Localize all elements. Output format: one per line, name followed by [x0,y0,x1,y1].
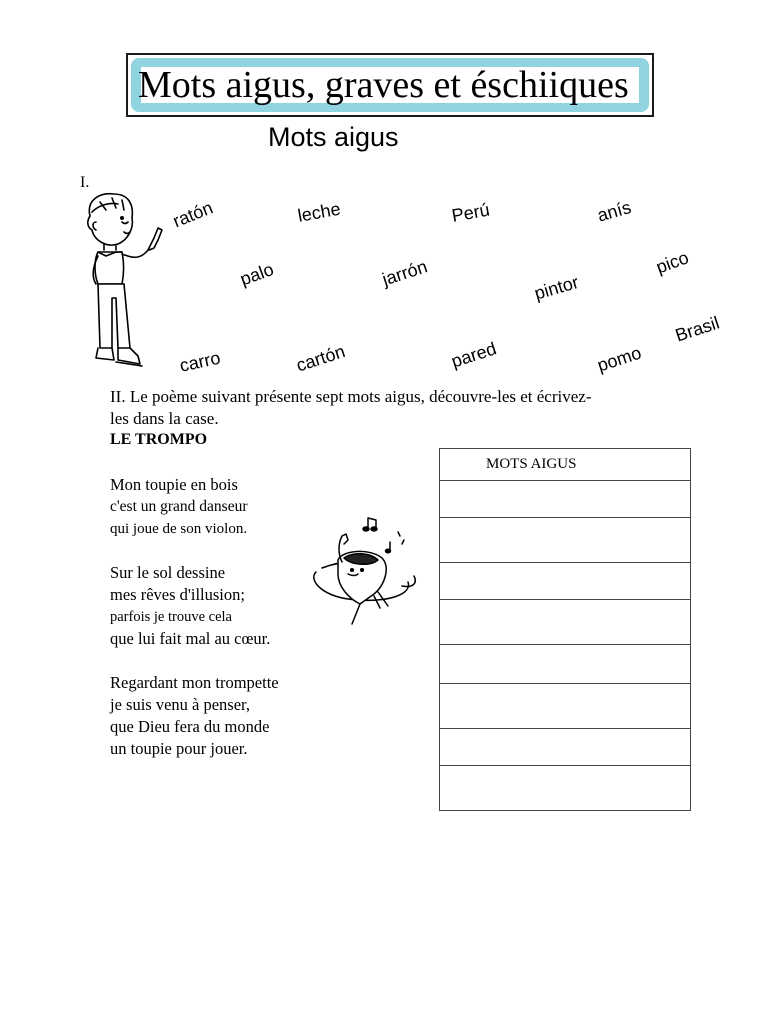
poem-line: Sur le sol dessine [110,563,226,582]
poem-line: que Dieu fera du monde [110,717,270,736]
poem-stanza-3 [110,672,279,760]
poem-line: mes rêves d'illusion; [110,585,245,604]
section-1-label: I. [80,174,90,191]
poem-line: c'est un grand danseur [110,498,248,515]
poem-line: que lui fait mal au cœur. [110,629,271,648]
word-leche: leche [296,198,343,226]
word-pintor: pintor [532,271,581,304]
answer-cell-4[interactable] [440,600,691,645]
answer-table-header: MOTS AIGUS [440,449,691,481]
section-subtitle: Mots aigus [268,122,399,152]
word-jarron: jarrón [379,256,430,290]
poem-line: Regardant mon trompette [110,673,279,692]
title-frame [126,53,654,117]
boy-pointing-illustration [78,188,168,373]
word-pared: pared [448,338,499,372]
poem-title: LE TROMPO [110,431,208,448]
poem-stanza-2 [110,562,270,650]
word-carro: carro [177,347,223,376]
answer-cell-1[interactable] [440,481,691,518]
poem-stanza-1 [110,474,248,540]
word-palo: palo [237,258,277,290]
answer-cell-3[interactable] [440,563,691,600]
word-raton: ratón [170,197,216,232]
answer-cell-5[interactable] [440,645,691,684]
word-carton: cartón [293,341,348,376]
answer-cell-6[interactable] [440,684,691,729]
poem-line: qui joue de son violon. [110,521,248,537]
word-pomo: pomo [594,342,644,376]
word-pico: pico [653,247,692,278]
page-title: Mots aigus, graves et éschiiques [138,64,629,106]
dancing-top-illustration [308,514,438,629]
answer-table [439,448,691,811]
word-brasil: Brasil [672,312,722,346]
poem-line: Mon toupie en bois [110,475,238,494]
word-anis: anís [595,197,634,226]
poem-line: un toupie pour jouer. [110,739,248,758]
answer-cell-7[interactable] [440,729,691,766]
section-2-instruction: II. Le poème suivant présente sept mots aigus, découvre-les et écrivez-les dans la case. [110,387,592,428]
word-peru: Perú [450,199,492,226]
answer-cell-2[interactable] [440,518,691,563]
answer-cell-8[interactable] [440,766,691,811]
poem-line: je suis venu à penser, [110,695,251,714]
poem-line: parfois je trouve cela [110,609,232,625]
